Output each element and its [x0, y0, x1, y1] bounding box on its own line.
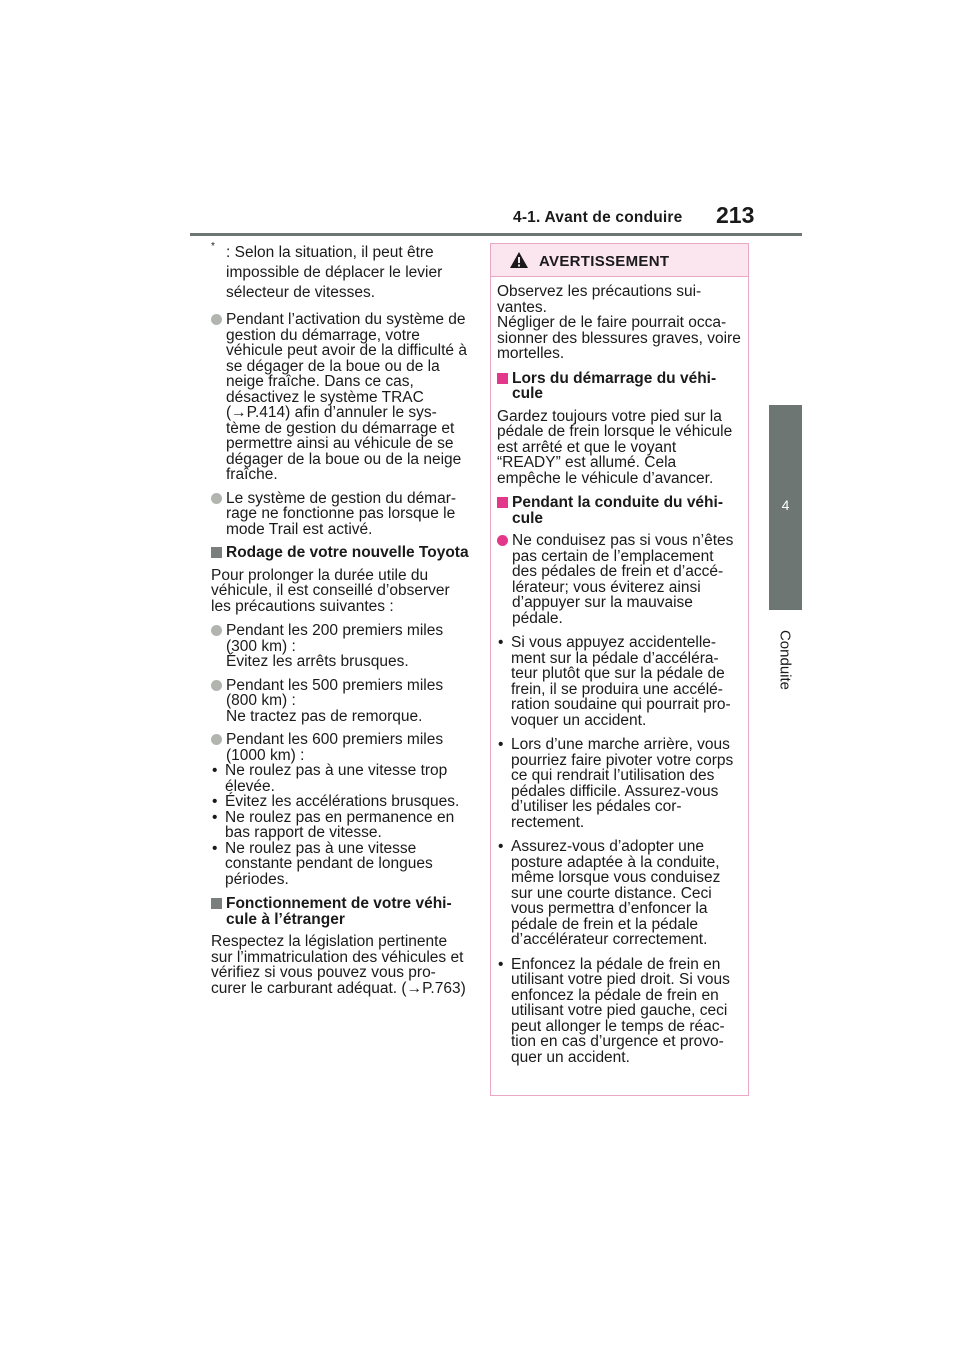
warning-box — [490, 243, 749, 1096]
list-item: Le système de gestion du démar-rage ne fonctionne pas lorsque le mode Trail est activé. — [211, 491, 471, 538]
sub-item: • Évitez les accélérations brusques. — [212, 793, 460, 810]
paragraph: Observez les précautions sui-vantes. — [497, 283, 702, 316]
chapter-number: 4 — [781, 497, 790, 513]
section-heading: Lors du démarrage du véhi-cule — [497, 371, 742, 402]
list-item: Pendant les 600 premiers miles (1000 km) : — [211, 732, 471, 763]
warning-title: AVERTISSEMENT — [539, 253, 670, 270]
paragraph: Gardez toujours votre pied sur la pédale de frein lorsque le véhicule est arrêté et que le voyant “READY” est allumé. Cela empêche le véhicule d’avancer. — [497, 407, 733, 487]
chapter-tab[interactable] — [769, 405, 802, 610]
bullet-dot-icon — [211, 625, 222, 636]
header-rule — [190, 233, 802, 236]
section-heading: Rodage de votre nouvelle Toyota — [211, 545, 471, 561]
section-square-icon — [211, 898, 222, 909]
bullet-dot-icon — [211, 734, 222, 745]
section-square-icon — [497, 497, 508, 508]
list-item: Ne conduisez pas si vous n’êtes pas certain de l’emplacement des pédales de frein et d’accé-lérateur; vous éviterez ainsi d’appuyer sur la mauvaise pédale. — [497, 533, 742, 626]
sub-item: • Enfoncez la pédale de frein en utilisant votre pied droit. Si vous enfoncez la pédale de frein en utilisant votre pied gauche, ceci peut allonger le temps de réac-tion en cas d’urgence et provo-quer un accident. — [498, 955, 730, 1066]
paragraph: Pour prolonger la durée utile du véhicule, il est conseillé d’observer les précautions suivantes : — [211, 566, 450, 615]
page-number: 213 — [716, 202, 755, 228]
list-item: Pendant les 500 premiers miles (800 km) : Ne tractez pas de remorque. — [211, 678, 471, 725]
footnote: * : Selon la situation, il peut être impossible de déplacer le levier sélecteur de vitesses. — [211, 241, 443, 301]
sub-item: • Ne roulez pas à une vitesse constante pendant de longues périodes. — [212, 839, 433, 888]
bullet-dot-icon — [497, 535, 508, 546]
paragraph: Respectez la législation pertinente sur l’immatriculation des véhicules et vérifiez si vous pouvez vous pro-curer le carburant adéquat. (→P.763) — [211, 933, 466, 997]
bullet-dot-icon — [211, 493, 222, 504]
paragraph: Négliger de le faire pourrait occa-sionner des blessures graves, voire mortelles. — [497, 314, 741, 362]
section-heading: Pendant la conduite du véhi-cule — [497, 495, 742, 526]
left-column — [211, 243, 471, 1005]
sub-item: • Si vous appuyez accidentelle-ment sur la pédale d’accéléra-teur plutôt que sur la pédale de frein, il se produira une accélé-ration soudaine qui pourrait pro-voquer un accident. — [498, 634, 731, 729]
section-heading: Fonctionnement de votre véhi-cule à l’étranger — [211, 896, 471, 927]
list-item: Pendant l’activation du système de gestion du démarrage, votre véhicule peut avoir de la difficulté à se dégager de la boue ou de la neige fraîche. Dans ce cas, désactivez le système TRAC (→P.414) afin d’annuler le sys-tème de gestion du démarrage et permettre ainsi au véhicule de se dégager de la boue ou de la neige fraîche. — [211, 312, 471, 483]
warning-header — [491, 244, 748, 277]
sub-item: • Assurez-vous d’adopter une posture adaptée à la conduite, même lorsque vous conduisez sur une courte distance. Ceci vous permettra d’enfoncer la pédale de frein et la pédale d’accélérateur correctement. — [498, 838, 721, 948]
bullet-dot-icon — [211, 680, 222, 691]
section-square-icon — [211, 547, 222, 558]
chapter-label: Conduite — [776, 629, 794, 691]
sub-item: • Lors d’une marche arrière, vous pourriez faire pivoter votre corps ce qui rendrait l’utilisation des pédales difficile. Assurez-vous d’utiliser les pédales cor-rectement. — [498, 736, 734, 831]
bullet-dot-icon — [211, 314, 222, 325]
list-item: Pendant les 200 premiers miles (300 km) : Évitez les arrêts brusques. — [211, 623, 471, 670]
section-square-icon — [497, 373, 508, 384]
warning-triangle-icon — [510, 252, 528, 268]
sub-item: • Ne roulez pas à une vitesse trop élevée. — [212, 762, 448, 795]
section-title: 4-1. Avant de conduire — [513, 209, 683, 226]
sub-item: • Ne roulez pas en permanence en bas rapport de vitesse. — [212, 808, 455, 841]
